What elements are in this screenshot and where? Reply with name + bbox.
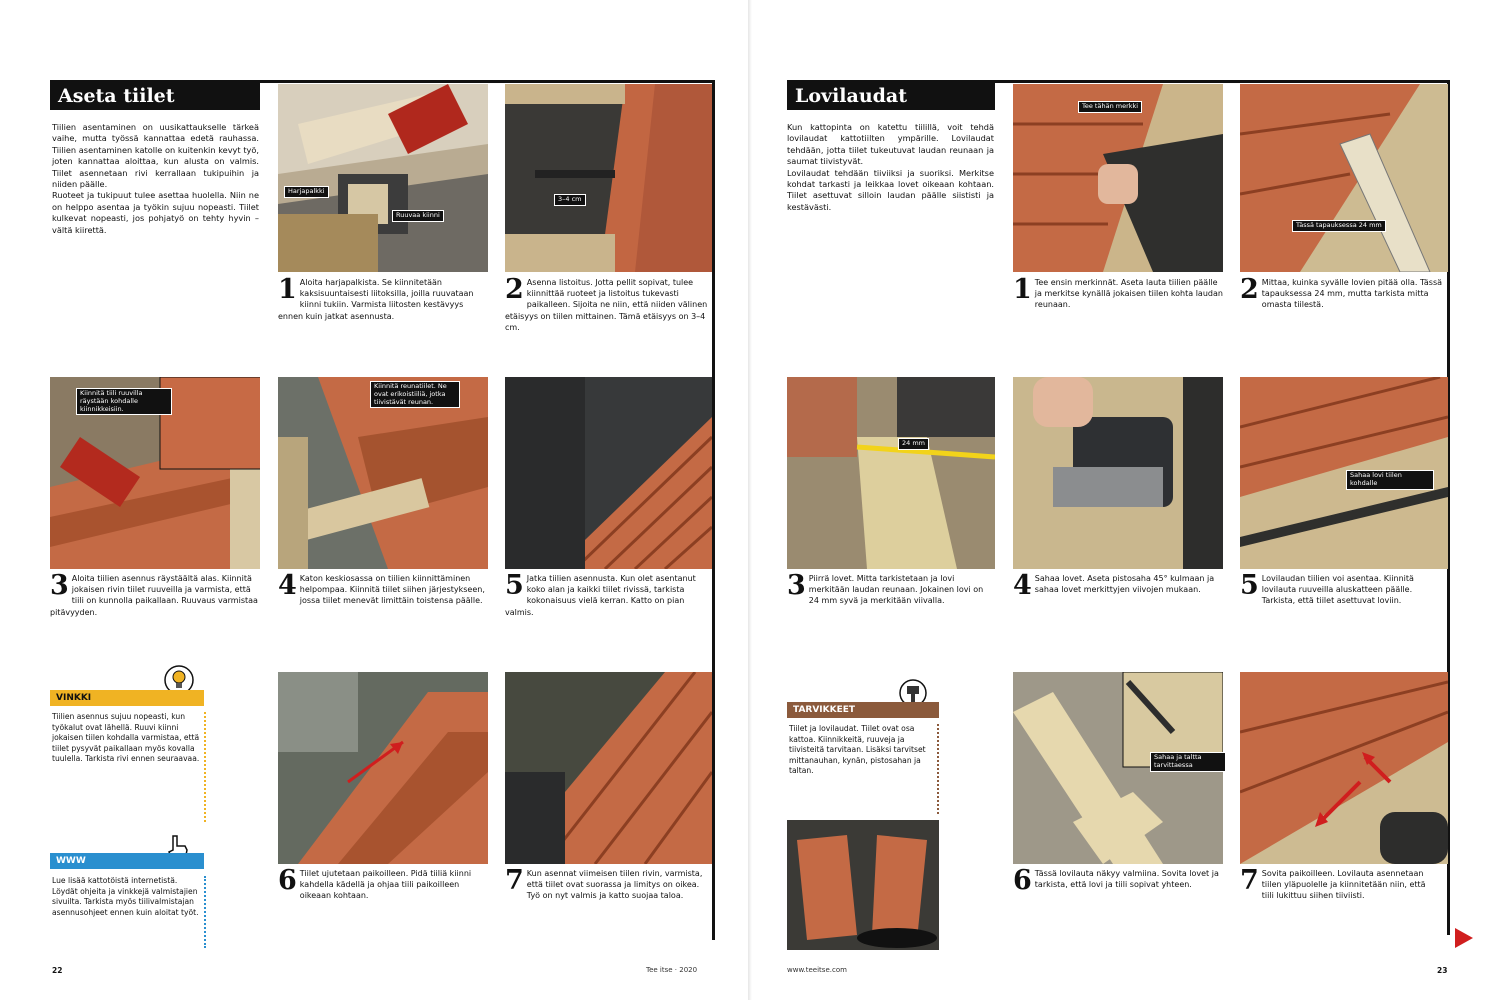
r-step-7-text: Sovita paikoilleen. Lovilauta asennetaan tiilen yläpuolelle ja kiinnitetään niin, että tiili lukittuu siihen tiiviisti. [1261, 869, 1426, 901]
label-reunatiilet: Kiinnitä reunatiilet. Ne ovat erikoistiiliä, jotka tiivistävät reunan. [370, 381, 460, 408]
r-step-1-number: 1 [1013, 274, 1032, 305]
label-24mm: 24 mm [898, 438, 929, 450]
r-step-5-text: Lovilaudan tiilien voi asentaa. Kiinnitä lovilauta ruuveilla aluskatteen päälle. Tarkista, että tiilet asettuvat loviin. [1261, 574, 1414, 606]
step-7 [505, 865, 705, 902]
tip-text: Tiilien asennus sujuu nopeasti, kun työkalut ovat lähellä. Ruuvi kiinni jokaisen tiilen kohdalla varmistaa, että tiilet pysyvät paikallaan myös kovalla tuulella. Tarkista rivi ennen seuraavaa. [52, 712, 206, 822]
right-intro-text: Kun kattopinta on katettu tiilillä, voit tehdä lovilaudat kattotiilten ympärille. Lovilaudat tehdään, jotta tiilet tukeutuvat laudan reunaan ja saumat tiivistyvät. Lovilaudat tehdään tiiviiksi ja suoriksi. Merkitse kohdat tarkasti ja leikkaa lovet oikeaan kohtaan. Tiilet asettuvat silloin laudan päälle siististi ja kestävästi. [787, 122, 994, 212]
r-step-4-number: 4 [1013, 570, 1032, 601]
left-page-number: 22 [52, 966, 63, 975]
photo-step-7 [505, 672, 712, 864]
photo-step-1 [278, 84, 488, 272]
label-3-4cm: 3–4 cm [554, 194, 586, 206]
label-merkki: Tee tähän merkki [1078, 101, 1142, 113]
r-step-2-text: Mittaa, kuinka syvälle lovien pitää olla. Tässä tapauksessa 24 mm, mutta tarkista mitta omasta tiilestä. [1261, 278, 1443, 310]
step-5-text: Jatka tiilien asennusta. Kun olet asentanut koko alan ja kaikki tiilet rivissä, tarkista kokonaisuus vielä kerran. Katto on pian valmis. [505, 574, 696, 617]
supplies-text: Tiilet ja lovilaudat. Tiilet ovat osa kattoa. Kiinnikkeitä, ruuveja ja tiivisteitä tarvitaan. Lisäksi tarvitset mittanauhan, kynän, pistosahan ja taltan. [789, 724, 939, 814]
right-footer: www.teeitse.com [787, 966, 847, 974]
r-step-3-number: 3 [787, 570, 806, 601]
r-step-7 [1240, 865, 1438, 902]
step-5-number: 5 [505, 570, 524, 601]
step-6 [278, 865, 488, 902]
tip-header: VINKKI [50, 690, 204, 706]
r-step-5-number: 5 [1240, 570, 1259, 601]
step-4 [278, 570, 488, 607]
step-7-number: 7 [505, 865, 524, 896]
r-step-5 [1240, 570, 1445, 607]
step-1-text: Aloita harjapalkista. Se kiinnitetään kaksisuuntaisesti liitoksilla, joilla ruuvataan kiinni tukiin. Varmista liitosten kestävyys ennen kuin jatkat asennusta. [278, 278, 474, 321]
step-2-text: Asenna listoitus. Jotta pellit sopivat, tulee kiinnittää ruoteet ja listoitus tukevasti paikalleen. Sijoita ne niin, että niiden välinen etäisyys on tiilen mittainen. Tämä etäisyys on 3–4 cm. [505, 278, 708, 332]
r-step-4-text: Sahaa lovet. Aseta pistosaha 45° kulmaan ja sahaa lovet merkittyjen viivojen mukaan. [1034, 574, 1215, 595]
photo-r-step-3 [787, 377, 995, 569]
label-24mm-case: Tässä tapauksessa 24 mm [1292, 220, 1386, 232]
photo-supplies-tiles [787, 820, 939, 950]
label-taltta: Sahaa ja taltta tarvittaessa [1150, 752, 1226, 772]
photo-step-2 [505, 84, 712, 272]
page-spine [748, 0, 752, 1000]
r-step-7-number: 7 [1240, 865, 1259, 896]
photo-r-step-7 [1240, 672, 1448, 864]
step-4-number: 4 [278, 570, 297, 601]
label-kiinnita-tiili: Kiinnitä tiili ruuvilla räystään kohdalle kiinnikkeisiin. [76, 388, 172, 415]
r-step-6 [1013, 865, 1223, 896]
www-header: WWW [50, 853, 204, 869]
step-1 [278, 274, 488, 322]
step-2 [505, 274, 712, 333]
step-6-number: 6 [278, 865, 297, 896]
step-1-number: 1 [278, 274, 297, 305]
left-right-rule [712, 80, 715, 940]
label-sahaa-lovi: Sahaa lovi tiilen kohdalle [1346, 470, 1434, 490]
step-3 [50, 570, 260, 618]
label-ruuvaa: Ruuvaa kiinni [392, 210, 444, 222]
photo-step-5 [505, 377, 712, 569]
r-step-1-text: Tee ensin merkinnät. Aseta lauta tiilien päälle ja merkitse kynällä jokaisen tiilen kohta laudan reunaan. [1034, 278, 1223, 310]
continue-arrow-icon [1455, 928, 1473, 948]
step-6-text: Tiilet ujutetaan paikoilleen. Pidä tiiliä kiinni kahdella kädellä ja ohjaa tiili paikoilleen oikeaan kohtaan. [299, 869, 472, 901]
r-step-6-number: 6 [1013, 865, 1032, 896]
left-intro-text: Tiilien asentaminen on uusikattaukselle tärkeä vaihe, mutta työssä kannattaa edetä rauhassa. Tiilien asentaminen katolle on kuitenkin kevyt työ, joten kannattaa aloittaa, kun alusta on valmis. Tiilet asennetaan rivi kerrallaan tukipuihin ja niiden päälle. Ruoteet ja tukipuut tulee asettaa huolella. Niin ne on helppo asentaa ja työkin sujuu nopeasti. Tiilet kulkevat nopeasti, jos pohjatyö on tehty hyvin – vältä kiirettä. [52, 122, 259, 235]
supplies-header: TARVIKKEET [787, 702, 939, 718]
photo-step-6 [278, 672, 488, 864]
label-harjapalkki: Harjapalkki [284, 186, 329, 198]
step-7-text: Kun asennat viimeisen tiilen rivin, varmista, että tiilet ovat suorassa ja limitys on oikea. Työ on nyt valmis ja katto suojaa taloa. [526, 869, 703, 901]
r-step-3 [787, 570, 995, 607]
r-step-2-number: 2 [1240, 274, 1259, 305]
r-step-4 [1013, 570, 1223, 601]
photo-r-step-4 [1013, 377, 1223, 569]
right-section-title: Lovilaudat [787, 83, 995, 110]
left-footer: Tee itse · 2020 [646, 966, 698, 974]
www-text: Lue lisää kattotöistä internetistä. Löydät ohjeita ja vinkkejä valmistajien sivuilta. Tarkista myös tiilivalmistajan asennusohjeet ennen kuin aloitat työt. [52, 876, 206, 948]
r-step-3-text: Piirrä lovet. Mitta tarkistetaan ja lovi merkitään laudan reunaan. Jokainen lovi on 24 mm syvä ja merkitään viivalla. [808, 574, 984, 606]
step-3-text: Aloita tiilien asennus räystäältä alas. Kiinnitä jokaisen rivin tiilet ruuveilla ja varmista, että tiili on kunnolla paikallaan. Ruuvaus varmistaa pitävyyden. [50, 574, 258, 617]
step-3-number: 3 [50, 570, 69, 601]
step-4-text: Katon keskiosassa on tiilien kiinnittäminen helpompaa. Kiinnitä tiilet siihen järjestykseen, jossa tiilet menevät limittäin toistensa päälle. [299, 574, 485, 606]
r-step-6-text: Tässä lovilauta näkyy valmiina. Sovita lovet ja tarkista, että lovi ja tiili sopivat yhteen. [1034, 869, 1219, 890]
right-page-number: 23 [1437, 966, 1448, 975]
r-step-1 [1013, 274, 1223, 311]
photo-r-step-2 [1240, 84, 1448, 272]
r-step-2 [1240, 274, 1445, 311]
left-section-title: Aseta tiilet [50, 83, 260, 110]
step-5 [505, 570, 712, 618]
step-2-number: 2 [505, 274, 524, 305]
